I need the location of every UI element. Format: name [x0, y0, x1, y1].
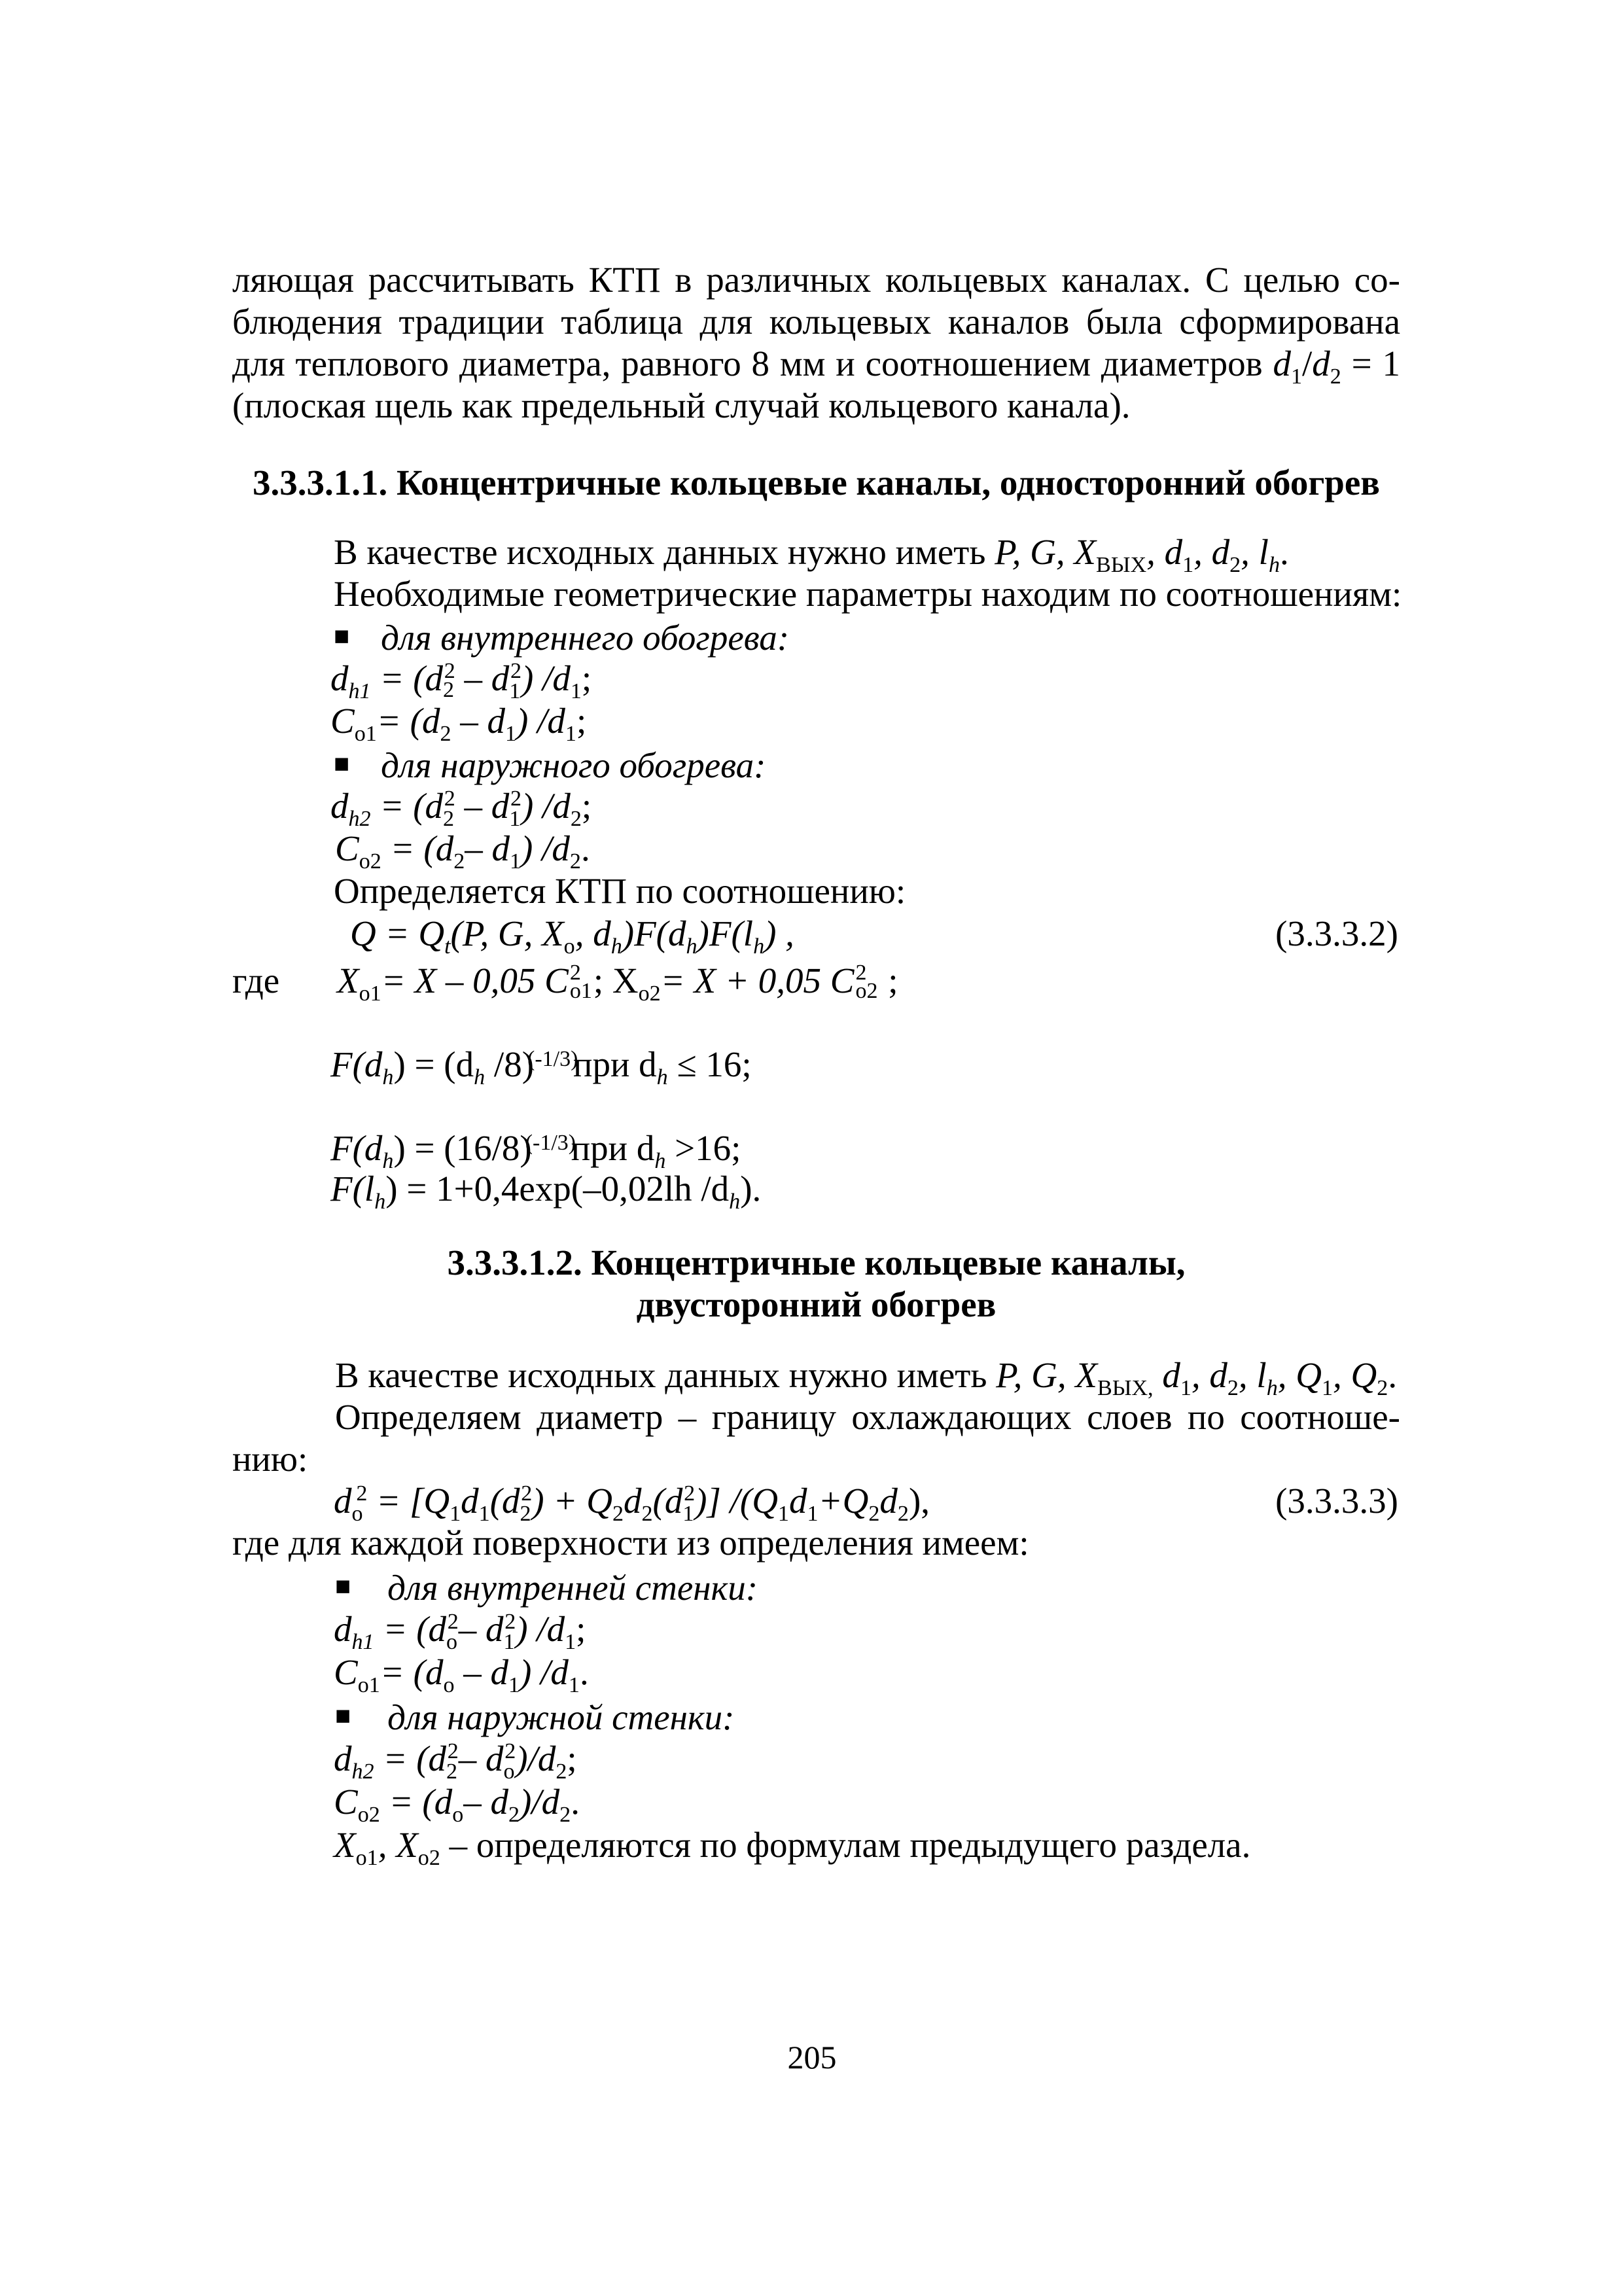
page-number: 205 — [787, 2039, 837, 2075]
formula-co2: $C_{o2} = (d_2-$ $d_1$) $/d_2$. — [335, 828, 590, 874]
formula-fdh-2: $F(d_h) = (16/8)$ (-1/3) при $d_h >16$; — [330, 1128, 741, 1173]
formula-co1: $C_{o1}= (d_2 - d_1)$ $/d_1$; — [330, 701, 587, 746]
intro-line-4: (плоская щель как предельный случай кольцевого канала). — [232, 385, 1131, 425]
formula-xo: $X_{o1}= X - 0,05$ C 2 o1 ; $X_{o2}= X + 0,05$ C 2 o2 ; — [337, 961, 898, 1006]
formula2-dh1: $d_{h1} = (d_o^2-$ $d_1^2$) $/d_1$; — [334, 1609, 586, 1654]
intro-line-1: ляющая рассчитывать КТП в различных кольцевых каналах. С целью со- — [232, 260, 1400, 300]
section1-bullet-1: ■ для внутреннего обогрева: — [334, 618, 790, 658]
intro-line-2: блюдения традиции таблица для кольцевых каналов была сформирована — [232, 302, 1400, 342]
formula2-dh2: $d_{h2} = (d_2^2-$ $d_o^2)/d_2$; — [334, 1739, 577, 1784]
section1-heading: 3.3.3.1.1. Концентричные кольцевые каналы, односторонний обогрев — [253, 463, 1380, 503]
section1-ktp-text: Определяется КТП по соотношению: — [334, 871, 906, 911]
bullet-icon: ■ — [335, 1571, 351, 1600]
section2-heading-line-2: двусторонний обогрев — [636, 1284, 997, 1324]
section2-each-surface: где для каждой поверхности из определения имеем: — [232, 1523, 1029, 1563]
section2-final-line: $X_{o1}$, $X_{o2}$ – определяются по формулам предыдущего раздела. — [334, 1825, 1251, 1870]
section2-diameter-line-1: Определяем диаметр – границу охлаждающих слоев по соотноше- — [335, 1397, 1400, 1437]
equation-number-3-3-3-2: (3.3.3.2) — [1275, 913, 1398, 953]
where-label: где — [232, 961, 280, 1000]
section2-heading-line-1: 3.3.3.1.2. Концентричные кольцевые каналы, — [447, 1243, 1186, 1282]
formula-dh2: $d_{h2} = (d_2^2 - d_1^2)$ $/d_2$; — [330, 786, 592, 831]
section1-geom-text: Необходимые геометрические параметры находим по соотношениям: — [334, 574, 1402, 614]
section2-bullet-2: ■ для наружной стенки: — [335, 1697, 735, 1737]
formula2-co1: $C_{o1}= (d_o - d_1)$ $/d_1$. — [334, 1652, 589, 1697]
main-equation: $Q = Q_t(P$, G, $X_o$, $d_h)F(d_h)F(l_h)$ , — [350, 913, 794, 959]
bullet-icon: ■ — [334, 749, 350, 778]
formula2-co2: $C_{o2} = (d_o-$ $d_2)/d_2$. — [334, 1782, 580, 1827]
section2-bullet-1: ■ для внутренней стенки: — [335, 1568, 758, 1608]
intro-line-3: для теплового диаметра, равного 8 мм и соотношением диаметров $d_1/d_2 = 1$ — [232, 344, 1400, 389]
formula-fdh-1: $F(d_h) = (d_h$ /8) (-1/3) при $d_h \le 16$; — [330, 1044, 752, 1089]
section2-diameter-line-2: нию: — [232, 1439, 308, 1479]
equation-number-3-3-3-3: (3.3.3.3) — [1275, 1481, 1398, 1521]
formula-dh1: $d_{h1} = (d_2^2 - d_1^2)$ $/d_1$; — [330, 658, 592, 703]
formula-do: $d_o^2 = [Q_1d_1(d_2^2) + Q_2d_2(d_1^2)]$ $/(Q_1d_1+Q_2d_2)$, — [334, 1481, 930, 1526]
bullet-icon: ■ — [334, 621, 350, 650]
formula-flh: $F(l_h) = 1+0,4\exp(-0,02lh$ $/d_h$). — [330, 1169, 762, 1214]
bullet-icon: ■ — [335, 1701, 351, 1730]
section1-bullet-2: ■ для наружного обогрева: — [334, 745, 766, 785]
section2-input-data: В качестве исходных данных нужно иметь P, G, $X_{ВЫХ,}$ $d_1$, $d_2$, $l_h$, $Q_1$, $Q_2$. — [335, 1355, 1398, 1400]
section1-input-data: В качестве исходных данных нужно иметь P, G, $X_{ВЫХ}$, $d_1$, $d_2$, $l_h$. — [334, 532, 1289, 577]
